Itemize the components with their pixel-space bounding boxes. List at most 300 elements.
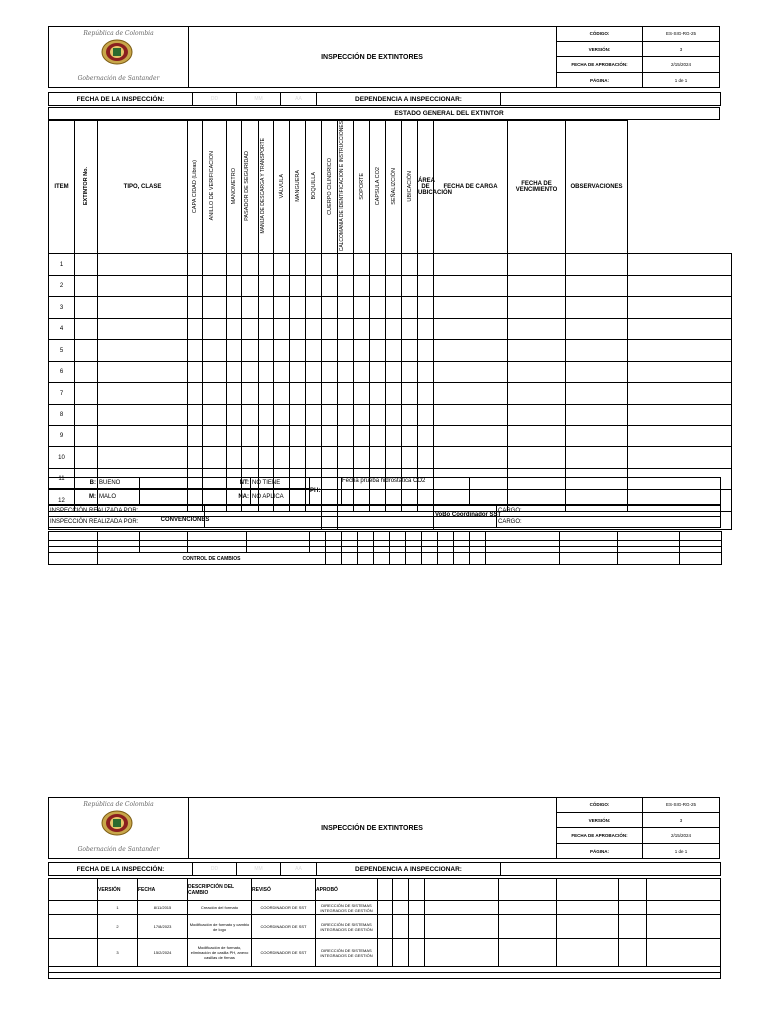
inspection-cell[interactable] — [188, 404, 203, 425]
inspection-cell[interactable] — [306, 383, 322, 405]
inspection-cell[interactable] — [370, 254, 386, 276]
change-aprobo: DIRECCIÓN DE SISTEMAS INTEGRADOS DE GESTIÓN — [316, 915, 378, 939]
inspection-cell[interactable] — [306, 425, 322, 447]
inspection-cell[interactable] — [354, 297, 370, 319]
dependency-field-2[interactable] — [501, 863, 721, 876]
inspection-cell[interactable] — [290, 361, 306, 383]
inspection-cell[interactable] — [402, 340, 418, 362]
change-blank — [425, 915, 499, 939]
inspection-cell[interactable] — [290, 447, 306, 469]
inspection-cell[interactable] — [75, 447, 98, 469]
inspection-cell[interactable] — [434, 275, 508, 297]
inspection-cell[interactable] — [566, 318, 628, 340]
document-meta-2 — [556, 798, 719, 858]
inspection-cell[interactable] — [203, 340, 227, 362]
republic-text-2: República de Colombia — [83, 801, 154, 808]
page-label-2: PÁGINA: — [557, 844, 643, 858]
inspection-cell[interactable] — [354, 340, 370, 362]
inspection-cell[interactable] — [370, 297, 386, 319]
day-field-2[interactable]: DD — [193, 863, 237, 876]
inspection-cell[interactable] — [322, 361, 338, 383]
inspection-cell[interactable] — [290, 383, 306, 405]
inspection-cell[interactable] — [338, 425, 354, 447]
inspection-cell[interactable] — [508, 404, 566, 425]
approval-date-value-2: 2/15/2024 — [643, 828, 720, 844]
inspection-cell[interactable] — [290, 318, 306, 340]
extinguisher-row — [49, 404, 732, 425]
inspection-cell[interactable] — [418, 383, 434, 405]
changes-blank-left — [49, 879, 98, 901]
inspection-cell[interactable] — [306, 404, 322, 425]
inspection-cell[interactable] — [259, 318, 274, 340]
change-blank — [425, 939, 499, 967]
vobo-signature-field[interactable] — [470, 478, 721, 505]
inspection-cell[interactable] — [434, 297, 508, 319]
inspection-cell[interactable] — [338, 340, 354, 362]
inspection-cell[interactable] — [98, 404, 188, 425]
change-reviso: COORDINADOR DE SST — [252, 939, 316, 967]
inspection-cell[interactable] — [322, 318, 338, 340]
col-soporte — [354, 121, 370, 254]
inspection-cell[interactable] — [259, 425, 274, 447]
inspection-cell[interactable] — [274, 275, 290, 297]
inspection-cell[interactable] — [322, 340, 338, 362]
inspection-cell[interactable] — [338, 361, 354, 383]
change-blank — [557, 939, 619, 967]
inspection-cell[interactable] — [508, 297, 566, 319]
inspection-cell[interactable] — [203, 425, 227, 447]
inspection-cell[interactable] — [75, 340, 98, 362]
control-cell — [470, 532, 486, 541]
inspection-cell[interactable] — [322, 425, 338, 447]
inspection-cell[interactable] — [75, 297, 98, 319]
government-logo-block — [49, 27, 189, 87]
inspection-cell[interactable] — [434, 340, 508, 362]
inspection-cell[interactable] — [370, 340, 386, 362]
inspection-cell[interactable] — [418, 297, 434, 319]
day-field[interactable]: DD — [193, 93, 237, 106]
inspection-cell[interactable] — [322, 275, 338, 297]
change-blank — [393, 901, 409, 915]
inspection-cell[interactable] — [306, 275, 322, 297]
inspection-cell[interactable] — [98, 254, 188, 276]
inspection-cell[interactable] — [306, 447, 322, 469]
inspection-cell[interactable] — [259, 275, 274, 297]
inspection-cell[interactable] — [98, 447, 188, 469]
inspection-cell[interactable] — [386, 297, 402, 319]
inspection-cell[interactable] — [508, 275, 566, 297]
inspection-cell[interactable] — [98, 383, 188, 405]
inspection-cell[interactable] — [274, 361, 290, 383]
inspection-cell[interactable] — [259, 254, 274, 276]
inspection-cell[interactable] — [274, 404, 290, 425]
inspection-cell[interactable] — [98, 340, 188, 362]
inspection-cell[interactable] — [227, 297, 242, 319]
inspection-cell[interactable] — [628, 361, 732, 383]
inspection-cell[interactable] — [227, 275, 242, 297]
inspection-cell[interactable] — [402, 297, 418, 319]
change-blank — [557, 915, 619, 939]
col-anillo-label: ANILLO DE VERIFICACION — [208, 151, 215, 221]
col-soporte-label: SOPORTE — [358, 172, 365, 200]
inspection-cell[interactable] — [418, 318, 434, 340]
inspection-cell[interactable] — [434, 361, 508, 383]
conv-hydro — [342, 478, 470, 505]
changes-cell-blank — [393, 879, 409, 901]
control-cell — [406, 532, 422, 541]
inspection-cell[interactable] — [75, 425, 98, 447]
inspection-cell[interactable] — [306, 361, 322, 383]
change-blank — [499, 901, 557, 915]
inspection-cell[interactable] — [354, 361, 370, 383]
approval-date-label: FECHA DE APROBACIÓN: — [557, 57, 643, 73]
inspection-cell[interactable] — [188, 361, 203, 383]
inspection-cell[interactable] — [259, 447, 274, 469]
inspection-cell[interactable] — [75, 404, 98, 425]
changes-cell-blank — [499, 879, 557, 901]
inspection-cell[interactable] — [418, 404, 434, 425]
inspection-cell[interactable] — [322, 297, 338, 319]
inspection-cell[interactable] — [306, 254, 322, 276]
inspection-cell[interactable] — [188, 425, 203, 447]
inspection-cell[interactable] — [354, 383, 370, 405]
inspection-cell[interactable] — [322, 404, 338, 425]
inspection-cell[interactable] — [434, 383, 508, 405]
inspection-cell[interactable] — [354, 447, 370, 469]
page-value: 1 de 1 — [643, 73, 720, 87]
col-manija-label: MANIJA DE DESCARGA Y TRANSPORTE — [260, 138, 266, 234]
inspection-cell[interactable] — [370, 275, 386, 297]
month-field[interactable]: MM — [237, 93, 281, 106]
inspection-cell[interactable] — [322, 383, 338, 405]
inspection-cell[interactable] — [354, 275, 370, 297]
item-number: 8 — [49, 404, 75, 425]
col-extintor — [75, 121, 98, 254]
conv-hydro-label: Fecha prueba hidrostatica CO2 — [342, 478, 426, 484]
dependency-field[interactable] — [501, 93, 721, 106]
col-area: ÁREA DE UBICACIÓN — [418, 121, 434, 254]
inspection-cell[interactable] — [290, 404, 306, 425]
inspection-cell[interactable] — [418, 447, 434, 469]
inspection-cell[interactable] — [227, 318, 242, 340]
inspection-cell[interactable] — [259, 340, 274, 362]
inspection-cell[interactable] — [227, 404, 242, 425]
inspection-cell[interactable] — [98, 361, 188, 383]
inspection-cell[interactable] — [402, 318, 418, 340]
extinguisher-row — [49, 425, 732, 447]
government-text: Gobernación de Santander — [77, 75, 160, 82]
inspection-cell[interactable] — [418, 340, 434, 362]
inspection-cell[interactable] — [227, 425, 242, 447]
inspection-cell[interactable] — [628, 318, 732, 340]
col-observaciones: OBSERVACIONES — [566, 121, 628, 254]
inspection-cell[interactable] — [188, 447, 203, 469]
year-field[interactable]: AA — [281, 93, 317, 106]
inspection-cell[interactable] — [242, 340, 259, 362]
inspection-cell[interactable] — [203, 318, 227, 340]
control-cell — [680, 532, 722, 541]
control-cell — [326, 532, 342, 541]
realizada-block — [48, 505, 720, 528]
inspection-cell[interactable] — [290, 340, 306, 362]
inspection-cell[interactable] — [188, 383, 203, 405]
inspection-cell[interactable] — [290, 275, 306, 297]
inspection-cell[interactable] — [259, 404, 274, 425]
inspection-cell[interactable] — [370, 383, 386, 405]
inspection-cell[interactable] — [227, 383, 242, 405]
inspection-cell[interactable] — [434, 447, 508, 469]
control-cell — [310, 532, 326, 541]
inspection-cell[interactable] — [242, 425, 259, 447]
extinguisher-row — [49, 254, 732, 276]
item-number: 10 — [49, 447, 75, 469]
inspection-date-label: FECHA DE LA INSPECCIÓN: — [49, 93, 193, 106]
inspection-cell[interactable] — [290, 254, 306, 276]
inspection-cell[interactable] — [508, 447, 566, 469]
control-cell — [247, 532, 310, 541]
vobo-label: VoBo Coordinador SST — [434, 511, 732, 529]
inspection-cell[interactable] — [75, 383, 98, 405]
inspection-cell[interactable] — [628, 383, 732, 405]
inspection-cell[interactable] — [274, 254, 290, 276]
inspection-cell[interactable] — [402, 447, 418, 469]
inspection-cell[interactable] — [566, 425, 628, 447]
inspection-cell[interactable] — [75, 361, 98, 383]
inspection-cell[interactable] — [370, 425, 386, 447]
inspection-cell[interactable] — [242, 447, 259, 469]
item-number: 12 — [49, 490, 75, 512]
realizada-field-2[interactable] — [205, 517, 497, 528]
inspection-cell[interactable] — [259, 383, 274, 405]
col-senalizacion-label: SEÑALIZCIÓN — [390, 167, 397, 205]
inspection-cell[interactable] — [418, 254, 434, 276]
inspection-cell[interactable] — [402, 425, 418, 447]
inspection-cell[interactable] — [628, 297, 732, 319]
inspection-cell[interactable] — [75, 254, 98, 276]
month-field-2[interactable]: MM — [237, 863, 281, 876]
inspection-cell[interactable] — [418, 361, 434, 383]
changes-reviso-header: REVISÓ — [252, 879, 316, 901]
inspection-cell[interactable] — [434, 425, 508, 447]
inspection-cell[interactable] — [386, 340, 402, 362]
inspection-cell[interactable] — [338, 254, 354, 276]
inspection-cell[interactable] — [508, 425, 566, 447]
inspection-cell[interactable] — [203, 361, 227, 383]
inspection-cell[interactable] — [227, 361, 242, 383]
inspection-cell[interactable] — [566, 254, 628, 276]
control-cell — [358, 532, 374, 541]
change-blank — [378, 915, 393, 939]
inspection-cell[interactable] — [628, 447, 732, 469]
inspection-cell[interactable] — [566, 383, 628, 405]
inspection-cell[interactable] — [628, 404, 732, 425]
inspection-cell[interactable] — [386, 425, 402, 447]
change-log-row — [49, 915, 721, 939]
inspection-cell[interactable] — [75, 318, 98, 340]
inspection-cell[interactable] — [322, 447, 338, 469]
inspection-cell[interactable] — [338, 447, 354, 469]
inspection-cell[interactable] — [98, 425, 188, 447]
inspection-cell[interactable] — [338, 404, 354, 425]
inspection-cell[interactable] — [386, 404, 402, 425]
inspection-cell[interactable] — [402, 404, 418, 425]
inspection-cell[interactable] — [402, 383, 418, 405]
inspection-cell[interactable] — [418, 275, 434, 297]
inspection-cell[interactable] — [188, 275, 203, 297]
inspection-cell[interactable] — [508, 254, 566, 276]
inspection-cell[interactable] — [628, 425, 732, 447]
control-cell — [680, 553, 722, 565]
inspection-cell[interactable] — [306, 318, 322, 340]
inspection-cell[interactable] — [508, 361, 566, 383]
inspection-cell[interactable] — [203, 275, 227, 297]
inspection-cell[interactable] — [242, 361, 259, 383]
conv-m-code: M: — [49, 489, 98, 505]
inspection-cell[interactable] — [188, 318, 203, 340]
inspection-cell[interactable] — [434, 318, 508, 340]
inspection-cell[interactable] — [386, 254, 402, 276]
inspection-cell[interactable] — [338, 275, 354, 297]
inspection-cell[interactable] — [628, 275, 732, 297]
inspection-cell[interactable] — [370, 318, 386, 340]
inspection-cell[interactable] — [98, 297, 188, 319]
col-ubicacion-label: UBICACIÓN — [406, 170, 413, 202]
inspection-cell[interactable] — [75, 275, 98, 297]
inspection-cell[interactable] — [354, 425, 370, 447]
conv-na-label: NO APLICA — [251, 489, 310, 505]
inspection-cell[interactable] — [98, 318, 188, 340]
inspection-cell[interactable] — [274, 447, 290, 469]
year-field-2[interactable]: AA — [281, 863, 317, 876]
control-cell — [49, 553, 98, 565]
inspection-cell[interactable] — [203, 254, 227, 276]
inspection-cell[interactable] — [370, 361, 386, 383]
change-blank — [647, 901, 721, 915]
item-number: 5 — [49, 340, 75, 362]
inspection-cell[interactable] — [566, 361, 628, 383]
inspection-cell[interactable] — [242, 275, 259, 297]
inspection-cell[interactable] — [188, 254, 203, 276]
inspection-cell[interactable] — [338, 383, 354, 405]
inspection-cell[interactable] — [566, 275, 628, 297]
government-text-2: Gobernación de Santander — [77, 846, 160, 853]
inspection-cell[interactable] — [354, 318, 370, 340]
inspection-cell[interactable] — [274, 318, 290, 340]
realizada-label-1: INSPECCIÓN REALIZADA POR: — [49, 506, 205, 517]
change-version: 1 — [98, 901, 138, 915]
inspection-cell[interactable] — [274, 340, 290, 362]
inspection-table — [48, 120, 732, 530]
inspection-cell[interactable] — [306, 340, 322, 362]
inspection-cell[interactable] — [566, 447, 628, 469]
inspection-cell[interactable] — [508, 383, 566, 405]
inspection-cell[interactable] — [508, 318, 566, 340]
inspection-cell[interactable] — [242, 254, 259, 276]
inspection-cell[interactable] — [338, 297, 354, 319]
inspection-cell[interactable] — [338, 318, 354, 340]
conv-b-code: B: — [49, 478, 98, 489]
inspection-cell[interactable] — [306, 297, 322, 319]
inspection-cell[interactable] — [434, 254, 508, 276]
inspection-cell[interactable] — [188, 297, 203, 319]
inspection-cell[interactable] — [227, 340, 242, 362]
inspection-cell[interactable] — [434, 404, 508, 425]
inspection-cell[interactable] — [386, 275, 402, 297]
inspection-cell[interactable] — [227, 447, 242, 469]
item-number: 4 — [49, 318, 75, 340]
inspection-cell[interactable] — [203, 297, 227, 319]
col-capsula — [370, 121, 386, 254]
inspection-date-row — [48, 92, 720, 106]
inspection-cell[interactable] — [354, 404, 370, 425]
change-reviso: COORDINADOR DE SST — [252, 901, 316, 915]
inspection-cell[interactable] — [274, 383, 290, 405]
inspection-cell[interactable] — [274, 425, 290, 447]
inspection-cell[interactable] — [386, 383, 402, 405]
inspection-cell[interactable] — [508, 340, 566, 362]
inspection-cell[interactable] — [242, 297, 259, 319]
change-log-table — [48, 878, 720, 979]
inspection-cell[interactable] — [628, 254, 732, 276]
inspection-cell[interactable] — [354, 254, 370, 276]
inspection-cell[interactable] — [418, 425, 434, 447]
inspection-cell[interactable] — [370, 447, 386, 469]
control-cell — [374, 532, 390, 541]
inspection-cell[interactable] — [203, 383, 227, 405]
inspection-cell[interactable] — [259, 361, 274, 383]
inspection-cell[interactable] — [98, 275, 188, 297]
col-manija — [259, 121, 274, 254]
changes-cell-blank — [378, 879, 393, 901]
inspection-cell[interactable] — [203, 404, 227, 425]
change-blank — [499, 939, 557, 967]
inspection-cell[interactable] — [628, 340, 732, 362]
inspection-cell[interactable] — [402, 361, 418, 383]
control-cell — [98, 532, 140, 541]
col-valvula-label: VÁLVULA — [278, 173, 285, 199]
change-log-row — [49, 939, 721, 967]
inspection-cell[interactable] — [290, 297, 306, 319]
inspection-cell[interactable] — [386, 318, 402, 340]
control-cell — [438, 532, 454, 541]
inspection-cell[interactable] — [242, 383, 259, 405]
inspection-date-row-2 — [48, 862, 720, 876]
inspection-cell[interactable] — [242, 404, 259, 425]
inspection-cell[interactable] — [566, 340, 628, 362]
document-title: INSPECCIÓN DE EXTINTORES — [321, 53, 423, 61]
inspection-cell[interactable] — [322, 254, 338, 276]
inspection-cell[interactable] — [242, 318, 259, 340]
inspection-cell[interactable] — [227, 254, 242, 276]
inspection-cell[interactable] — [386, 361, 402, 383]
realizada-field-1[interactable] — [205, 506, 497, 517]
change-descripcion: Modificación de formato y cambio de logo — [188, 915, 252, 939]
inspection-cell[interactable] — [290, 425, 306, 447]
inspection-cell[interactable] — [402, 254, 418, 276]
inspection-cell[interactable] — [386, 447, 402, 469]
changes-cell-blank — [619, 879, 647, 901]
inspection-cell[interactable] — [402, 275, 418, 297]
inspection-cell[interactable] — [259, 297, 274, 319]
control-cell — [406, 553, 422, 565]
inspection-cell[interactable] — [566, 297, 628, 319]
inspection-cell[interactable] — [274, 297, 290, 319]
change-blank — [409, 901, 425, 915]
inspection-cell[interactable] — [370, 404, 386, 425]
inspection-cell[interactable] — [566, 404, 628, 425]
inspection-cell[interactable] — [203, 447, 227, 469]
inspection-cell[interactable] — [188, 340, 203, 362]
